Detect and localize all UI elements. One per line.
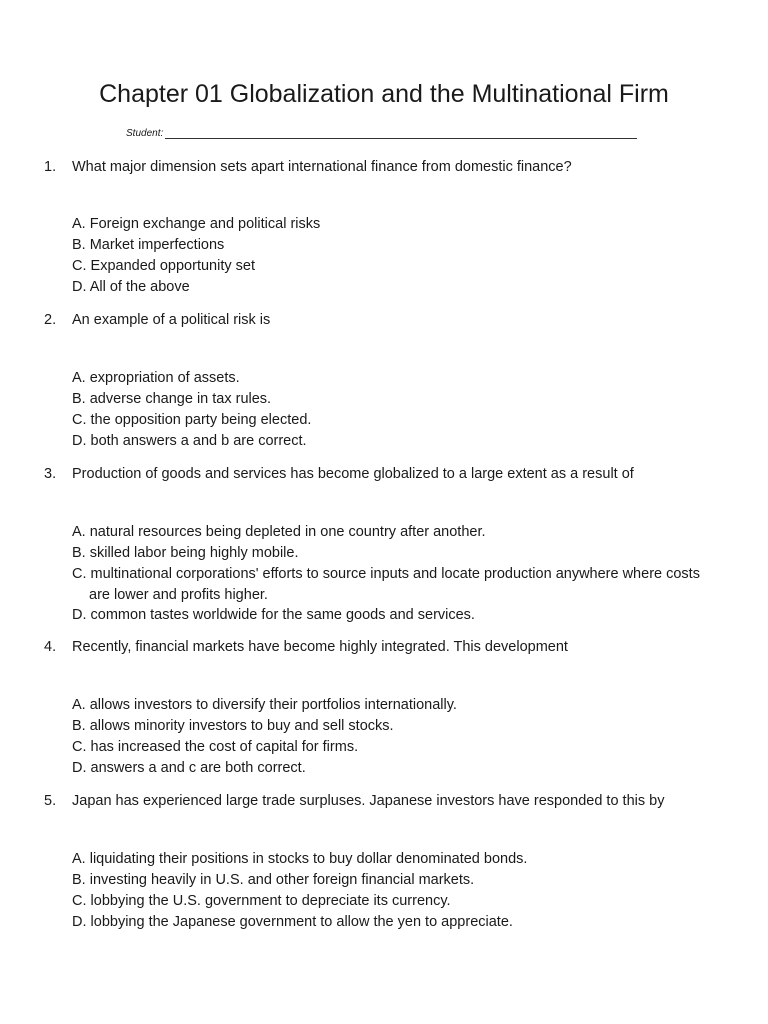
answer-option-a: A. allows investors to diversify their portfolios internationally. [72,697,457,713]
answer-options [72,849,712,933]
answer-option-b: B. Market imperfections [72,237,225,253]
question-number: 3. [44,466,57,482]
answer-options [72,368,712,452]
answer-option-c: C. has increased the cost of capital for firms. [72,739,359,755]
answer-option-b: B. investing heavily in U.S. and other foreign financial markets. [72,872,475,888]
question-text: Production of goods and services has become globalized to a large extent as a result of [72,466,634,482]
answer-option-a: A. expropriation of assets. [72,370,240,386]
answer-option-d: D. both answers a and b are correct. [72,433,307,449]
answer-options [72,522,702,626]
question-text: Japan has experienced large trade surpluses. Japanese investors have responded to this by [72,793,665,809]
question-number: 5. [44,793,57,809]
answer-option-b: B. adverse change in tax rules. [72,391,272,407]
answer-option-c: C. lobbying the U.S. government to depreciate its currency. [72,893,451,909]
answer-option-d: D. lobbying the Japanese government to allow the yen to appreciate. [72,914,513,930]
answer-option-a: A. natural resources being depleted in one country after another. [72,524,486,540]
answer-option-a: A. liquidating their positions in stocks to buy dollar denominated bonds. [72,851,528,867]
question-text: What major dimension sets apart international finance from domestic finance? [72,159,572,175]
question-text: Recently, financial markets have become highly integrated. This development [72,639,568,655]
student-name-line[interactable] [165,129,637,139]
question-number: 2. [44,312,57,328]
question-number: 4. [44,639,57,655]
answer-option-c: C. multinational corporations' efforts to source inputs and locate production anywhere where costs are lower and profits higher. [72,566,700,603]
answer-options [72,695,712,779]
answer-option-c: C. Expanded opportunity set [72,258,255,274]
answer-option-d: D. All of the above [72,279,190,295]
answer-option-b: B. skilled labor being highly mobile. [72,545,299,561]
answer-option-d: D. answers a and c are both correct. [72,760,306,776]
page-title: Chapter 01 Globalization and the Multinational Firm [99,80,669,108]
question-text: An example of a political risk is [72,312,271,328]
answer-option-c: C. the opposition party being elected. [72,412,312,428]
question-number: 1. [44,159,57,175]
answer-option-d: D. common tastes worldwide for the same goods and services. [72,607,475,623]
answer-options [72,214,712,298]
answer-option-b: B. allows minority investors to buy and sell stocks. [72,718,394,734]
student-field [126,128,637,139]
answer-option-a: A. Foreign exchange and political risks [72,216,321,232]
student-label: Student: [126,128,164,139]
